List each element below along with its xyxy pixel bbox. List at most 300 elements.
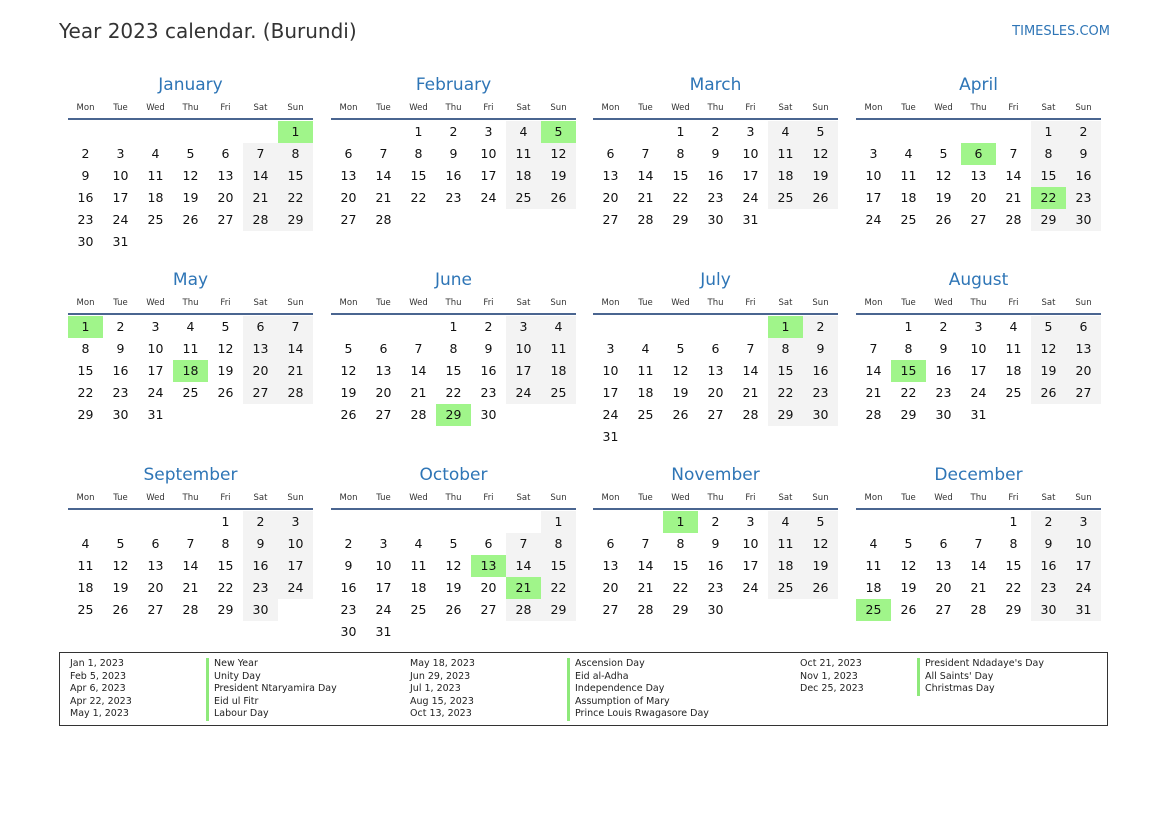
- day-cell: 31: [147, 407, 164, 422]
- month-title: August: [948, 270, 1009, 290]
- day-cell: 7: [869, 341, 878, 356]
- day-cell: 7: [278, 316, 313, 338]
- day-cell: 8: [1009, 536, 1018, 551]
- month-december: [856, 464, 1101, 621]
- divider: [856, 508, 1101, 510]
- weekday-label: Fri: [220, 493, 231, 503]
- day-cell: 8: [541, 533, 576, 555]
- day-cell: 6: [344, 146, 353, 161]
- day-cell: 29: [1005, 602, 1022, 617]
- day-cell: 8: [904, 341, 913, 356]
- day-cell: 15: [1005, 558, 1022, 573]
- weekday-label: Sun: [550, 103, 567, 113]
- weekday-header: [856, 488, 1101, 508]
- empty-cell: [628, 511, 663, 533]
- day-cell: 4: [506, 121, 541, 143]
- month-title: October: [419, 465, 488, 485]
- day-cell: 27: [375, 407, 392, 422]
- day-cell: 6: [243, 316, 278, 338]
- day-cell: 15: [445, 363, 462, 378]
- legend-holiday-name: Ascension Day: [567, 658, 709, 671]
- day-cell: 20: [602, 190, 619, 205]
- month-title: February: [415, 75, 492, 95]
- day-cell: 16: [112, 363, 129, 378]
- weekday-label: Fri: [745, 493, 756, 503]
- day-grid: [856, 121, 1101, 231]
- weekday-label: Mon: [864, 298, 883, 308]
- day-cell: 23: [112, 385, 129, 400]
- day-cell: 21: [970, 580, 987, 595]
- weekday-label: Sat: [1041, 298, 1056, 308]
- legend-names-col-3: [917, 658, 1044, 696]
- day-cell: 4: [414, 536, 423, 551]
- day-cell: 27: [147, 602, 164, 617]
- legend-holiday-name: Christmas Day: [917, 683, 1044, 696]
- day-cell: 27: [243, 382, 278, 404]
- day-cell: 22: [1005, 580, 1022, 595]
- day-cell: 15: [768, 360, 803, 382]
- day-cell: 29: [278, 209, 313, 231]
- page-title: Year 2023 calendar. (Burundi): [59, 19, 357, 43]
- day-cell: 10: [602, 363, 619, 378]
- day-cell: 3: [869, 146, 878, 161]
- day-cell: 22: [278, 187, 313, 209]
- legend-holiday-name: President Ndadaye's Day: [917, 658, 1044, 671]
- weekday-label: Mon: [76, 493, 95, 503]
- weekday-label: Tue: [901, 103, 916, 113]
- day-cell: 11: [77, 558, 94, 573]
- weekday-label: Mon: [601, 493, 620, 503]
- day-cell: 20: [375, 385, 392, 400]
- weekday-label: Sat: [253, 103, 268, 113]
- weekday-label: Sat: [778, 103, 793, 113]
- empty-cell: [366, 316, 401, 338]
- day-cell: 28: [970, 602, 987, 617]
- weekday-label: Sun: [287, 298, 304, 308]
- legend-holiday-name: New Year: [206, 658, 337, 671]
- empty-cell: [593, 511, 628, 533]
- day-cell: 2: [711, 124, 720, 139]
- day-cell: 27: [340, 212, 357, 227]
- day-cell: 7: [506, 533, 541, 555]
- day-cell: 23: [707, 190, 724, 205]
- legend-date: Apr 22, 2023: [70, 695, 132, 707]
- legend-holiday-name: Labour Day: [206, 708, 337, 721]
- weekday-header: [331, 293, 576, 313]
- day-cell: 21: [742, 385, 759, 400]
- day-cell: 23: [77, 212, 94, 227]
- day-cell: 21: [637, 580, 654, 595]
- day-cell: 27: [1066, 382, 1101, 404]
- day-cell: 9: [939, 341, 948, 356]
- day-cell: 17: [742, 558, 759, 573]
- day-cell: 18: [768, 555, 803, 577]
- day-cell: 28: [865, 407, 882, 422]
- day-cell: 24: [112, 212, 129, 227]
- day-cell: 23: [445, 190, 462, 205]
- day-cell: 14: [506, 555, 541, 577]
- weekday-label: Mon: [601, 103, 620, 113]
- day-cell: 14: [637, 168, 654, 183]
- day-cell: 8: [81, 341, 90, 356]
- weekday-label: Thu: [445, 298, 462, 308]
- day-cell: 12: [217, 341, 234, 356]
- day-cell: 14: [375, 168, 392, 183]
- empty-cell: [856, 511, 891, 533]
- day-cell: 14: [278, 338, 313, 360]
- day-cell: 14: [865, 363, 882, 378]
- weekday-label: Mon: [864, 493, 883, 503]
- day-grid: [331, 121, 576, 231]
- month-title: November: [671, 465, 760, 485]
- day-cell: 11: [541, 338, 576, 360]
- holiday-day-cell: 15: [891, 360, 926, 382]
- legend-holiday-name: Eid ul Fitr: [206, 696, 337, 709]
- weekday-header: [68, 293, 313, 313]
- day-cell: 13: [935, 558, 952, 573]
- day-cell: 28: [410, 407, 427, 422]
- weekday-label: Mon: [339, 493, 358, 503]
- weekday-label: Sun: [287, 103, 304, 113]
- day-cell: 25: [147, 212, 164, 227]
- weekday-label: Sun: [1075, 298, 1092, 308]
- empty-cell: [138, 121, 173, 143]
- day-cell: 17: [480, 168, 497, 183]
- day-cell: 22: [768, 382, 803, 404]
- day-cell: 2: [1031, 511, 1066, 533]
- weekday-label: Tue: [638, 103, 653, 113]
- empty-cell: [663, 316, 698, 338]
- weekday-label: Sun: [550, 493, 567, 503]
- empty-cell: [436, 511, 471, 533]
- day-cell: 18: [900, 190, 917, 205]
- day-cell: 15: [672, 168, 689, 183]
- day-cell: 2: [939, 319, 948, 334]
- day-cell: 27: [970, 212, 987, 227]
- day-cell: 28: [1005, 212, 1022, 227]
- day-cell: 25: [77, 602, 94, 617]
- day-cell: 17: [147, 363, 164, 378]
- day-cell: 3: [974, 319, 983, 334]
- day-cell: 13: [147, 558, 164, 573]
- weekday-label: Wed: [671, 493, 690, 503]
- day-cell: 19: [340, 385, 357, 400]
- day-cell: 12: [803, 143, 838, 165]
- day-grid: [593, 316, 838, 448]
- divider: [593, 508, 838, 510]
- day-grid: [68, 316, 313, 426]
- day-cell: 20: [707, 385, 724, 400]
- day-cell: 12: [112, 558, 129, 573]
- day-cell: 3: [746, 514, 755, 529]
- legend-holiday-name: All Saints' Day: [917, 671, 1044, 684]
- day-cell: 4: [1009, 319, 1018, 334]
- day-cell: 4: [869, 536, 878, 551]
- month-september: [68, 464, 313, 621]
- weekday-label: Wed: [934, 103, 953, 113]
- empty-cell: [996, 121, 1031, 143]
- day-cell: 22: [445, 385, 462, 400]
- day-cell: 24: [742, 190, 759, 205]
- day-cell: 17: [602, 385, 619, 400]
- day-cell: 13: [217, 168, 234, 183]
- day-cell: 15: [77, 363, 94, 378]
- day-cell: 30: [480, 407, 497, 422]
- weekday-label: Tue: [638, 298, 653, 308]
- day-cell: 7: [641, 536, 650, 551]
- day-cell: 5: [116, 536, 125, 551]
- weekday-label: Thu: [970, 103, 987, 113]
- day-cell: 3: [1066, 511, 1101, 533]
- holiday-day-cell: 18: [173, 360, 208, 382]
- divider: [68, 313, 313, 315]
- day-cell: 10: [970, 341, 987, 356]
- day-cell: 25: [768, 187, 803, 209]
- legend-date: Nov 1, 2023: [800, 670, 858, 682]
- day-cell: 17: [742, 168, 759, 183]
- weekday-label: Thu: [182, 103, 199, 113]
- holiday-day-cell: 1: [768, 316, 803, 338]
- day-cell: 12: [900, 558, 917, 573]
- day-cell: 4: [768, 121, 803, 143]
- day-cell: 18: [637, 385, 654, 400]
- day-cell: 10: [112, 168, 129, 183]
- day-cell: 9: [81, 168, 90, 183]
- empty-cell: [331, 316, 366, 338]
- day-cell: 28: [375, 212, 392, 227]
- day-cell: 19: [803, 555, 838, 577]
- weekday-label: Thu: [970, 493, 987, 503]
- day-cell: 6: [151, 536, 160, 551]
- day-cell: 19: [900, 580, 917, 595]
- day-cell: 3: [606, 341, 615, 356]
- day-cell: 31: [112, 234, 129, 249]
- day-cell: 9: [1031, 533, 1066, 555]
- day-cell: 9: [711, 536, 720, 551]
- day-grid: [593, 121, 838, 231]
- weekday-label: Sun: [1075, 103, 1092, 113]
- brand-link[interactable]: TIMESLES.COM: [1012, 24, 1110, 39]
- weekday-label: Sat: [516, 493, 531, 503]
- empty-cell: [628, 121, 663, 143]
- holiday-legend: [59, 652, 1108, 726]
- day-cell: 3: [278, 511, 313, 533]
- weekday-label: Wed: [146, 298, 165, 308]
- day-cell: 3: [484, 124, 493, 139]
- day-cell: 26: [1031, 382, 1066, 404]
- day-cell: 18: [410, 580, 427, 595]
- legend-date: Jan 1, 2023: [70, 658, 124, 669]
- day-cell: 12: [1031, 338, 1066, 360]
- day-cell: 16: [803, 360, 838, 382]
- day-cell: 13: [340, 168, 357, 183]
- divider: [331, 313, 576, 315]
- empty-cell: [891, 121, 926, 143]
- day-cell: 16: [77, 190, 94, 205]
- day-cell: 26: [340, 407, 357, 422]
- empty-cell: [401, 511, 436, 533]
- day-cell: 21: [243, 187, 278, 209]
- day-cell: 25: [900, 212, 917, 227]
- day-cell: 7: [746, 341, 755, 356]
- day-cell: 14: [742, 363, 759, 378]
- day-cell: 14: [1005, 168, 1022, 183]
- divider: [68, 508, 313, 510]
- day-grid: [331, 316, 576, 426]
- day-cell: 24: [865, 212, 882, 227]
- day-cell: 5: [904, 536, 913, 551]
- day-cell: 2: [81, 146, 90, 161]
- day-cell: 9: [484, 341, 493, 356]
- day-cell: 16: [480, 363, 497, 378]
- legend-holiday-name: Unity Day: [206, 671, 337, 684]
- day-cell: 15: [541, 555, 576, 577]
- day-cell: 11: [1005, 341, 1022, 356]
- day-cell: 11: [182, 341, 199, 356]
- legend-date: May 1, 2023: [70, 708, 129, 720]
- day-cell: 25: [637, 407, 654, 422]
- day-cell: 21: [865, 385, 882, 400]
- weekday-label: Mon: [76, 298, 95, 308]
- day-cell: 5: [449, 536, 458, 551]
- empty-cell: [208, 121, 243, 143]
- day-grid: [856, 511, 1101, 621]
- weekday-label: Sun: [812, 493, 829, 503]
- day-cell: 21: [278, 360, 313, 382]
- holiday-day-cell: 21: [506, 577, 541, 599]
- day-cell: 27: [480, 602, 497, 617]
- empty-cell: [471, 511, 506, 533]
- month-title: April: [959, 75, 998, 95]
- day-cell: 4: [641, 341, 650, 356]
- day-grid: [331, 511, 576, 643]
- weekday-label: Sun: [1075, 493, 1092, 503]
- weekday-label: Thu: [707, 493, 724, 503]
- day-cell: 19: [935, 190, 952, 205]
- weekday-label: Mon: [601, 298, 620, 308]
- day-cell: 18: [506, 165, 541, 187]
- day-cell: 18: [1005, 363, 1022, 378]
- day-cell: 1: [449, 319, 458, 334]
- day-cell: 19: [182, 190, 199, 205]
- day-cell: 18: [865, 580, 882, 595]
- weekday-label: Thu: [445, 103, 462, 113]
- weekday-label: Tue: [901, 493, 916, 503]
- weekday-label: Sat: [253, 493, 268, 503]
- day-cell: 19: [1031, 360, 1066, 382]
- legend-holiday-name: Assumption of Mary: [567, 696, 709, 709]
- weekday-label: Fri: [483, 298, 494, 308]
- weekday-label: Sat: [1041, 103, 1056, 113]
- day-cell: 11: [506, 143, 541, 165]
- weekday-label: Thu: [182, 493, 199, 503]
- day-cell: 29: [1031, 209, 1066, 231]
- day-cell: 16: [935, 363, 952, 378]
- day-cell: 19: [803, 165, 838, 187]
- day-cell: 12: [541, 143, 576, 165]
- weekday-label: Fri: [745, 298, 756, 308]
- weekday-label: Fri: [483, 493, 494, 503]
- day-cell: 4: [768, 511, 803, 533]
- day-cell: 24: [278, 577, 313, 599]
- legend-names-col-2: [567, 658, 709, 721]
- day-cell: 7: [379, 146, 388, 161]
- day-cell: 29: [217, 602, 234, 617]
- month-title: December: [934, 465, 1023, 485]
- day-cell: 15: [1031, 165, 1066, 187]
- weekday-header: [68, 488, 313, 508]
- weekday-header: [856, 98, 1101, 118]
- day-cell: 22: [672, 190, 689, 205]
- weekday-header: [593, 488, 838, 508]
- weekday-label: Tue: [376, 103, 391, 113]
- legend-date: Dec 25, 2023: [800, 683, 864, 695]
- day-cell: 10: [278, 533, 313, 555]
- weekday-label: Fri: [1008, 298, 1019, 308]
- legend-date: Apr 6, 2023: [70, 683, 126, 695]
- day-cell: 25: [1005, 385, 1022, 400]
- day-cell: 6: [484, 536, 493, 551]
- day-cell: 17: [375, 580, 392, 595]
- day-cell: 17: [865, 190, 882, 205]
- day-cell: 30: [803, 404, 838, 426]
- month-may: [68, 269, 313, 426]
- weekday-label: Tue: [638, 493, 653, 503]
- weekday-label: Thu: [707, 103, 724, 113]
- day-cell: 2: [344, 536, 353, 551]
- day-cell: 31: [970, 407, 987, 422]
- day-cell: 6: [606, 536, 615, 551]
- day-cell: 23: [243, 577, 278, 599]
- day-cell: 25: [541, 382, 576, 404]
- day-cell: 3: [506, 316, 541, 338]
- day-cell: 31: [602, 429, 619, 444]
- day-cell: 3: [151, 319, 160, 334]
- day-cell: 25: [410, 602, 427, 617]
- day-cell: 17: [970, 363, 987, 378]
- weekday-header: [856, 293, 1101, 313]
- legend-date: Jul 1, 2023: [410, 683, 461, 695]
- legend-holiday-name: Independence Day: [567, 683, 709, 696]
- holiday-day-cell: 5: [541, 121, 576, 143]
- day-cell: 21: [410, 385, 427, 400]
- day-cell: 8: [676, 536, 685, 551]
- weekday-label: Mon: [76, 103, 95, 113]
- day-cell: 20: [1066, 360, 1101, 382]
- day-cell: 15: [672, 558, 689, 573]
- weekday-label: Thu: [970, 298, 987, 308]
- day-cell: 23: [707, 580, 724, 595]
- day-cell: 29: [541, 599, 576, 621]
- day-cell: 11: [768, 143, 803, 165]
- day-cell: 2: [1066, 121, 1101, 143]
- month-title: June: [434, 270, 473, 290]
- day-cell: 14: [637, 558, 654, 573]
- day-cell: 19: [541, 165, 576, 187]
- day-cell: 5: [344, 341, 353, 356]
- holiday-day-cell: 6: [961, 143, 996, 165]
- day-cell: 11: [637, 363, 654, 378]
- day-cell: 16: [1066, 165, 1101, 187]
- day-cell: 28: [506, 599, 541, 621]
- empty-cell: [506, 511, 541, 533]
- weekday-label: Wed: [671, 103, 690, 113]
- day-cell: 20: [480, 580, 497, 595]
- day-cell: 22: [672, 580, 689, 595]
- day-cell: 12: [340, 363, 357, 378]
- empty-cell: [173, 121, 208, 143]
- day-cell: 1: [541, 511, 576, 533]
